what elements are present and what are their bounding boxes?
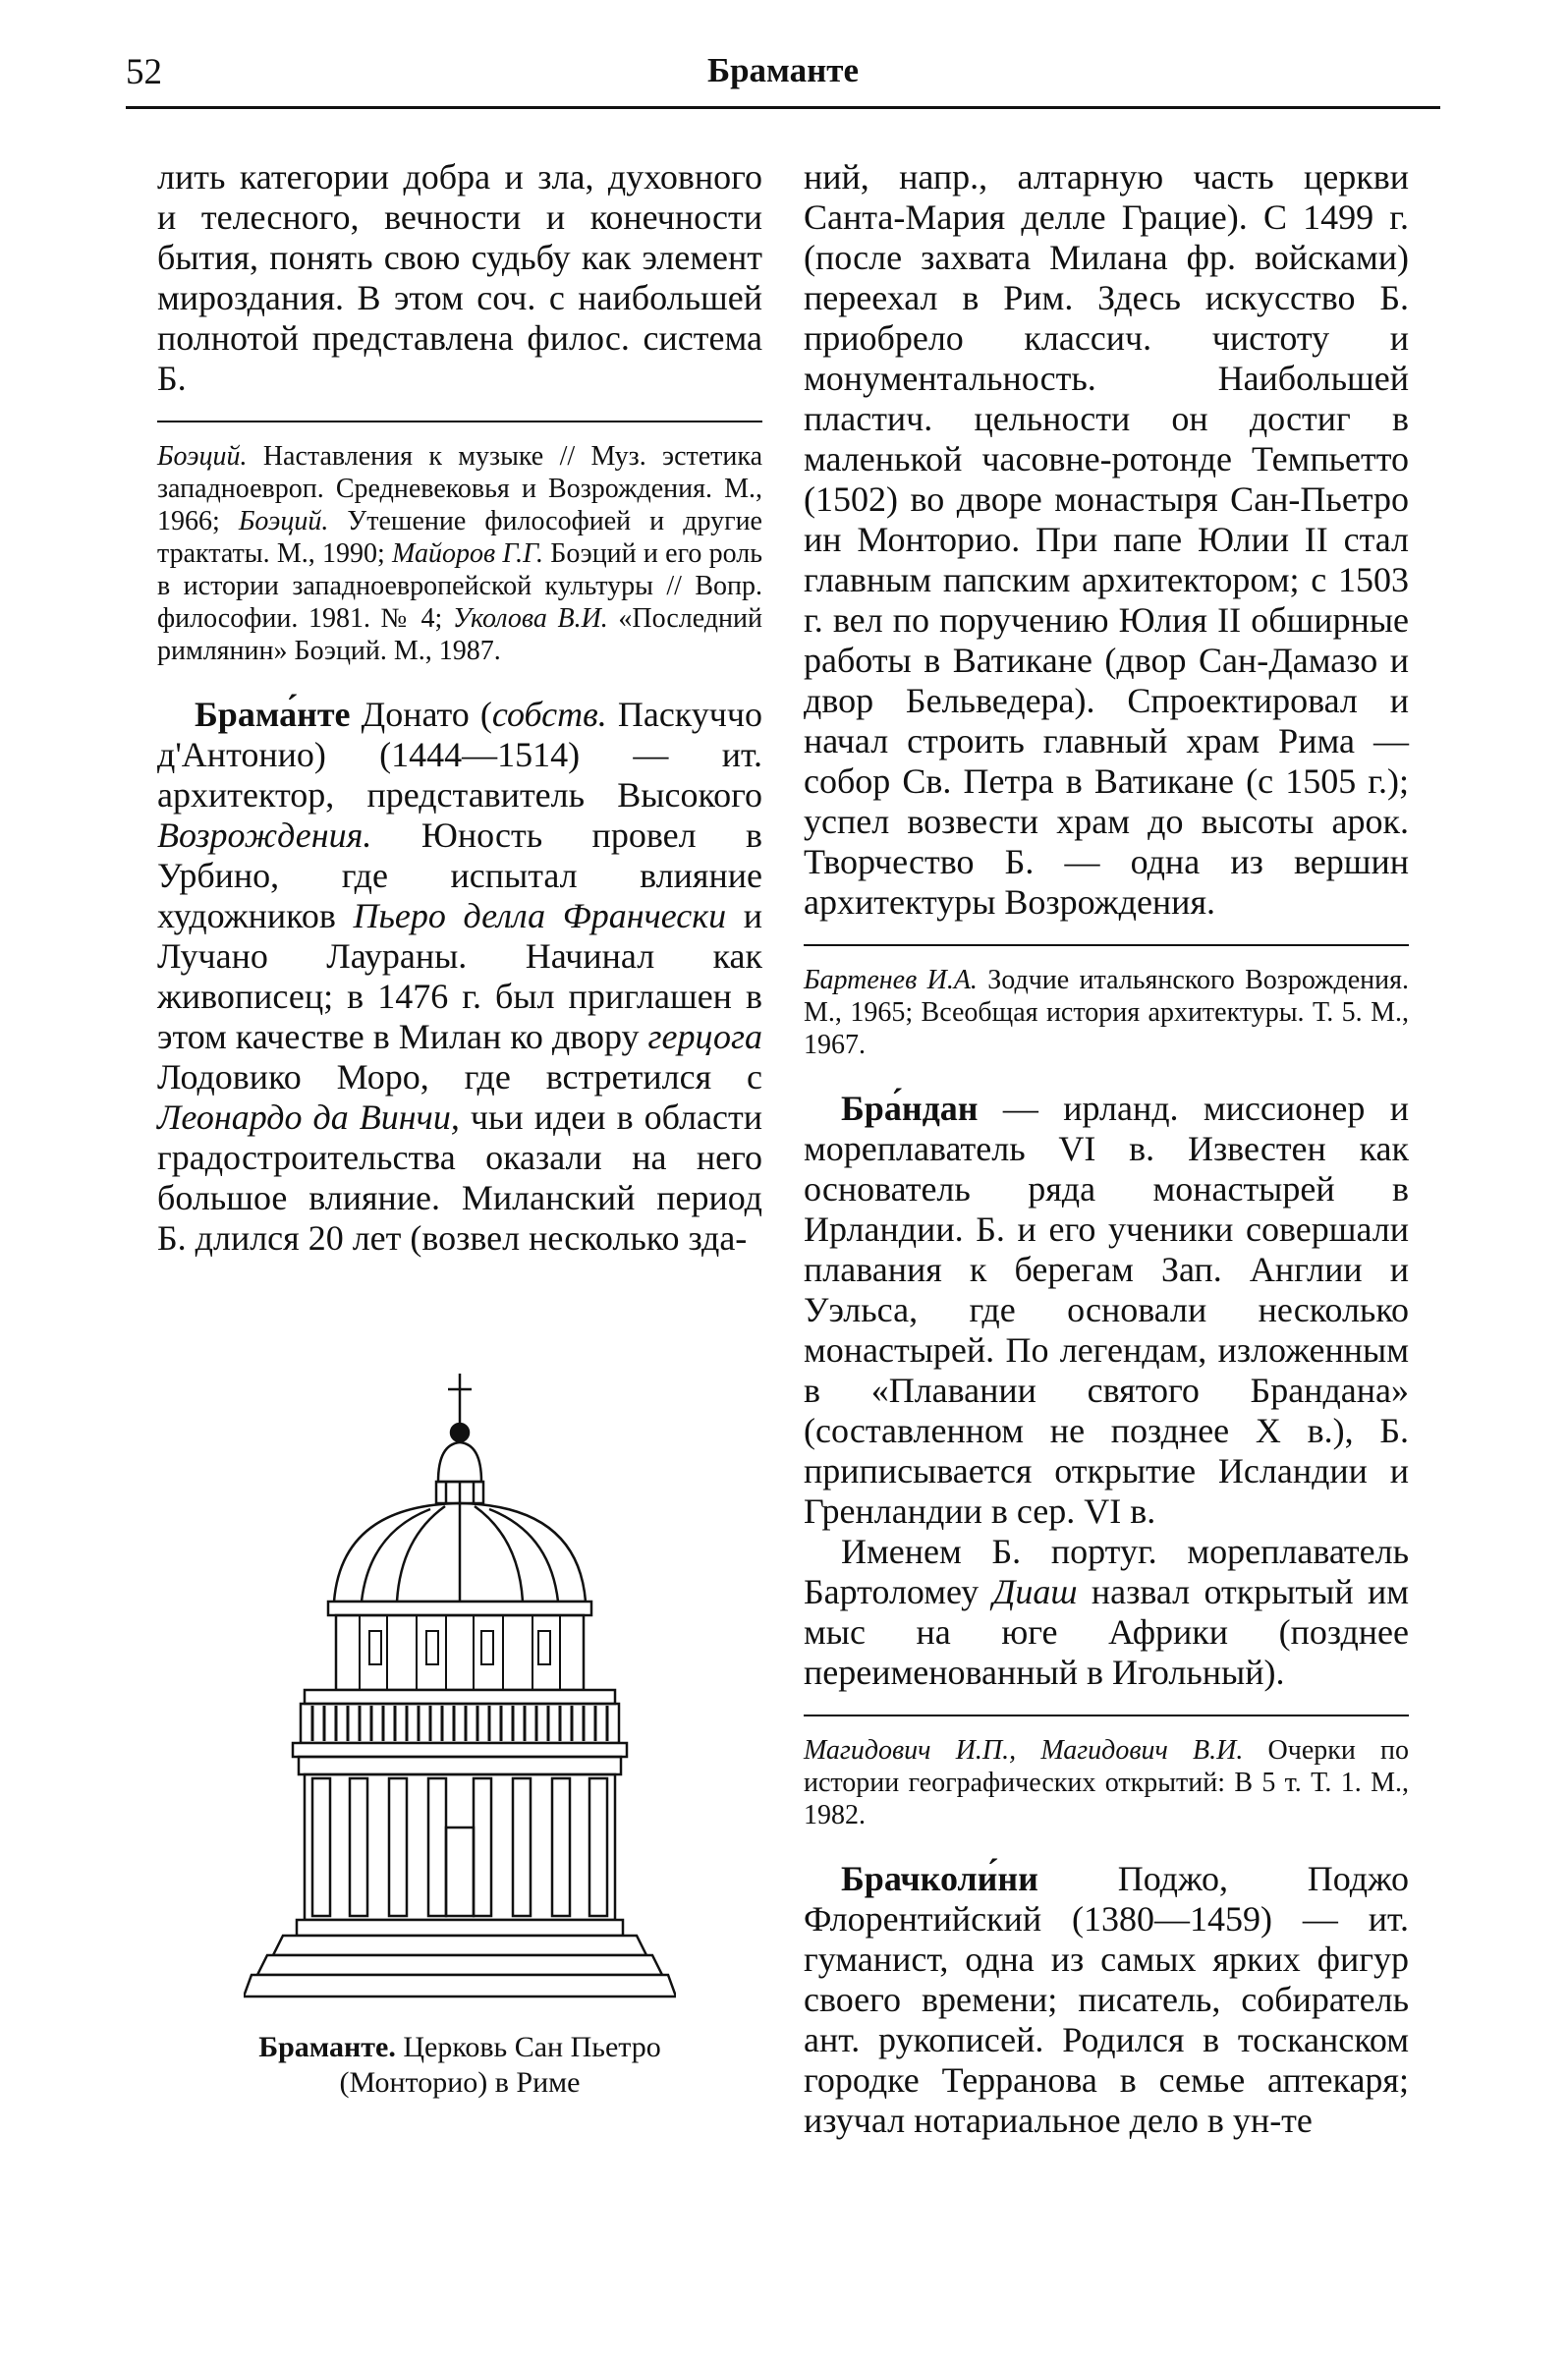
bramante-continuation: ний, напр., алтарную часть церкви Санта-Мария делле Грацие). С 1499 г. (после захвата Милана фр. войсками) переехал в Рим. Здесь искусство Б. приобрело классич. чистоту и монументальность. Наибольшей пластич. цельности он достиг в маленькой часовне-ротонде Темпьетто (1502) во дворе монастыря Сан-Пьетро ин Монторио. При папе Юлии II стал главным папским архитектором; с 1503 г. вел по поручению Юлия II обширные работы в Ватикане (двор Сан-Дамазо и двор Бельведера). Спроектировал и начал строить главный храм Рима — собор Св. Петра в Ватикане (с 1505 г.); успел возвести храм до высоты арок. Творчество Б. — одна из вершин архитектуры Возрождения. [804, 157, 1409, 922]
tempietto-illustration [244, 1366, 676, 2014]
figure-caption [157, 2030, 762, 2101]
text-run: Лодовико Моро, где встретился с [157, 1057, 762, 1097]
text-run: Боэций. [157, 441, 248, 472]
section-rule [157, 421, 762, 422]
text-run: Майоров Г.Г. [392, 538, 543, 569]
text-run: Магидович И.П., Магидович В.И. [804, 1735, 1244, 1766]
brandan-headword: Бра́ндан [841, 1089, 979, 1128]
text-run: Юность провел в Урбино, где испытал влияние художников [157, 815, 762, 935]
page-number: 52 [126, 52, 162, 92]
brandan-text: — ирланд. миссионер и мореплаватель VI в. Известен как основатель ряда монастырей в Ирландии. Б. и его ученики совершали плавания к берегам Зап. Англии и Уэльса, где основали несколько монастырей. По легендам, изложенным в «Плавании святого Брандана» (составленном не позднее X в.), Б. приписывается открытие Исландии и Гренландии в сер. VI в. [804, 1089, 1409, 1531]
text-run: герцога [647, 1017, 762, 1056]
text-run: Диаш [992, 1572, 1078, 1611]
text-run: Леонардо да Винчи, [157, 1097, 460, 1137]
bramante-bibliography [804, 964, 1409, 1061]
brandan-paragraph-2 [804, 1532, 1409, 1693]
caption-bold: Браманте. [258, 2031, 396, 2063]
text-run: и Лучано Лаураны. Начинал как живописец; в 1476 г. был приглашен в этом качестве в Милан ко двору [157, 896, 763, 1056]
text-run: Наставления к музыке // Муз. эстетика западноевроп. Средневековья и Возрождения. М., 1966; [157, 441, 762, 536]
boethius-continuation: лить категории добра и зла, духовного и телесного, вечности и конечности бытия, понять свою судьбу как элемент мироздания. В этом соч. с наибольшей полнотой представлена филос. система Б. [157, 157, 762, 398]
text-run: Уколова В.И. [452, 603, 608, 634]
bracciolini-text: Поджо, Поджо Флорентийский (1380—1459) — ит. гуманист, одна из самых ярких фигур своего времени; писатель, собиратель ант. рукописей. Родился в тосканском городке Терранова в семье аптекаря; изучал нотариальное дело в ун-те [804, 1859, 1409, 2140]
text-run: назвал открытый им мыс на юге Африки (позднее переименованный в Игольный). [804, 1572, 1409, 1692]
text-run: чьи идеи в области градостроительства оказали на него большое влияние. Миланский период Б. длился 20 лет (возвел несколько зда- [157, 1097, 762, 1258]
text-run: «Последний римлянин» Боэций. М., 1987. [157, 603, 762, 666]
text-run: Боэций и его роль в истории западноевропейской культуры // Вопр. философии. 1981. № 4; [157, 538, 762, 634]
text-run: Бартенев И.А. [804, 965, 978, 995]
brandan-bibliography [804, 1734, 1409, 1831]
text-run: Пьеро делла Франчески [353, 896, 727, 935]
text-run: Именем Б. португ. мореплаватель Бартоломеу [804, 1532, 1409, 1611]
text-run: Возрождения. [157, 815, 372, 855]
page-header [126, 51, 1440, 106]
text-run: Утешение философией и другие трактаты. М., 1990; [157, 506, 762, 569]
tempietto-figure [157, 1366, 762, 2101]
header-rule [126, 106, 1440, 109]
running-head: Браманте [706, 51, 860, 89]
text-run: Зодчие итальянского Возрождения. М., 1965; Всеобщая история архитектуры. Т. 5. М., 1967. [804, 965, 1409, 1060]
text-run: Очерки по истории географических открытий: В 5 т. Т. 1. М., 1982. [804, 1735, 1409, 1830]
text-run: Паскуччо д'Антонио) (1444—1514) — ит. архитектор, представитель Высокого [157, 695, 762, 815]
text-run: Брама́нте [195, 695, 351, 734]
boethius-bibliography [157, 440, 762, 667]
right-column [804, 157, 1409, 2141]
text-run: собств. [491, 695, 607, 734]
section-rule [804, 1715, 1409, 1716]
section-rule [804, 944, 1409, 946]
caption-line-1: Церковь Сан Пьетро [395, 2031, 661, 2063]
left-column [157, 157, 762, 1259]
brandan-entry [804, 1089, 1409, 1532]
text-run: Боэций. [238, 506, 329, 536]
bramante-entry [157, 695, 762, 1259]
text-run: Донато ( [350, 695, 492, 734]
bracciolini-headword: Брачколи́ни [841, 1859, 1038, 1898]
caption-line-2: (Монторио) в Риме [339, 2066, 581, 2099]
bracciolini-entry [804, 1859, 1409, 2141]
